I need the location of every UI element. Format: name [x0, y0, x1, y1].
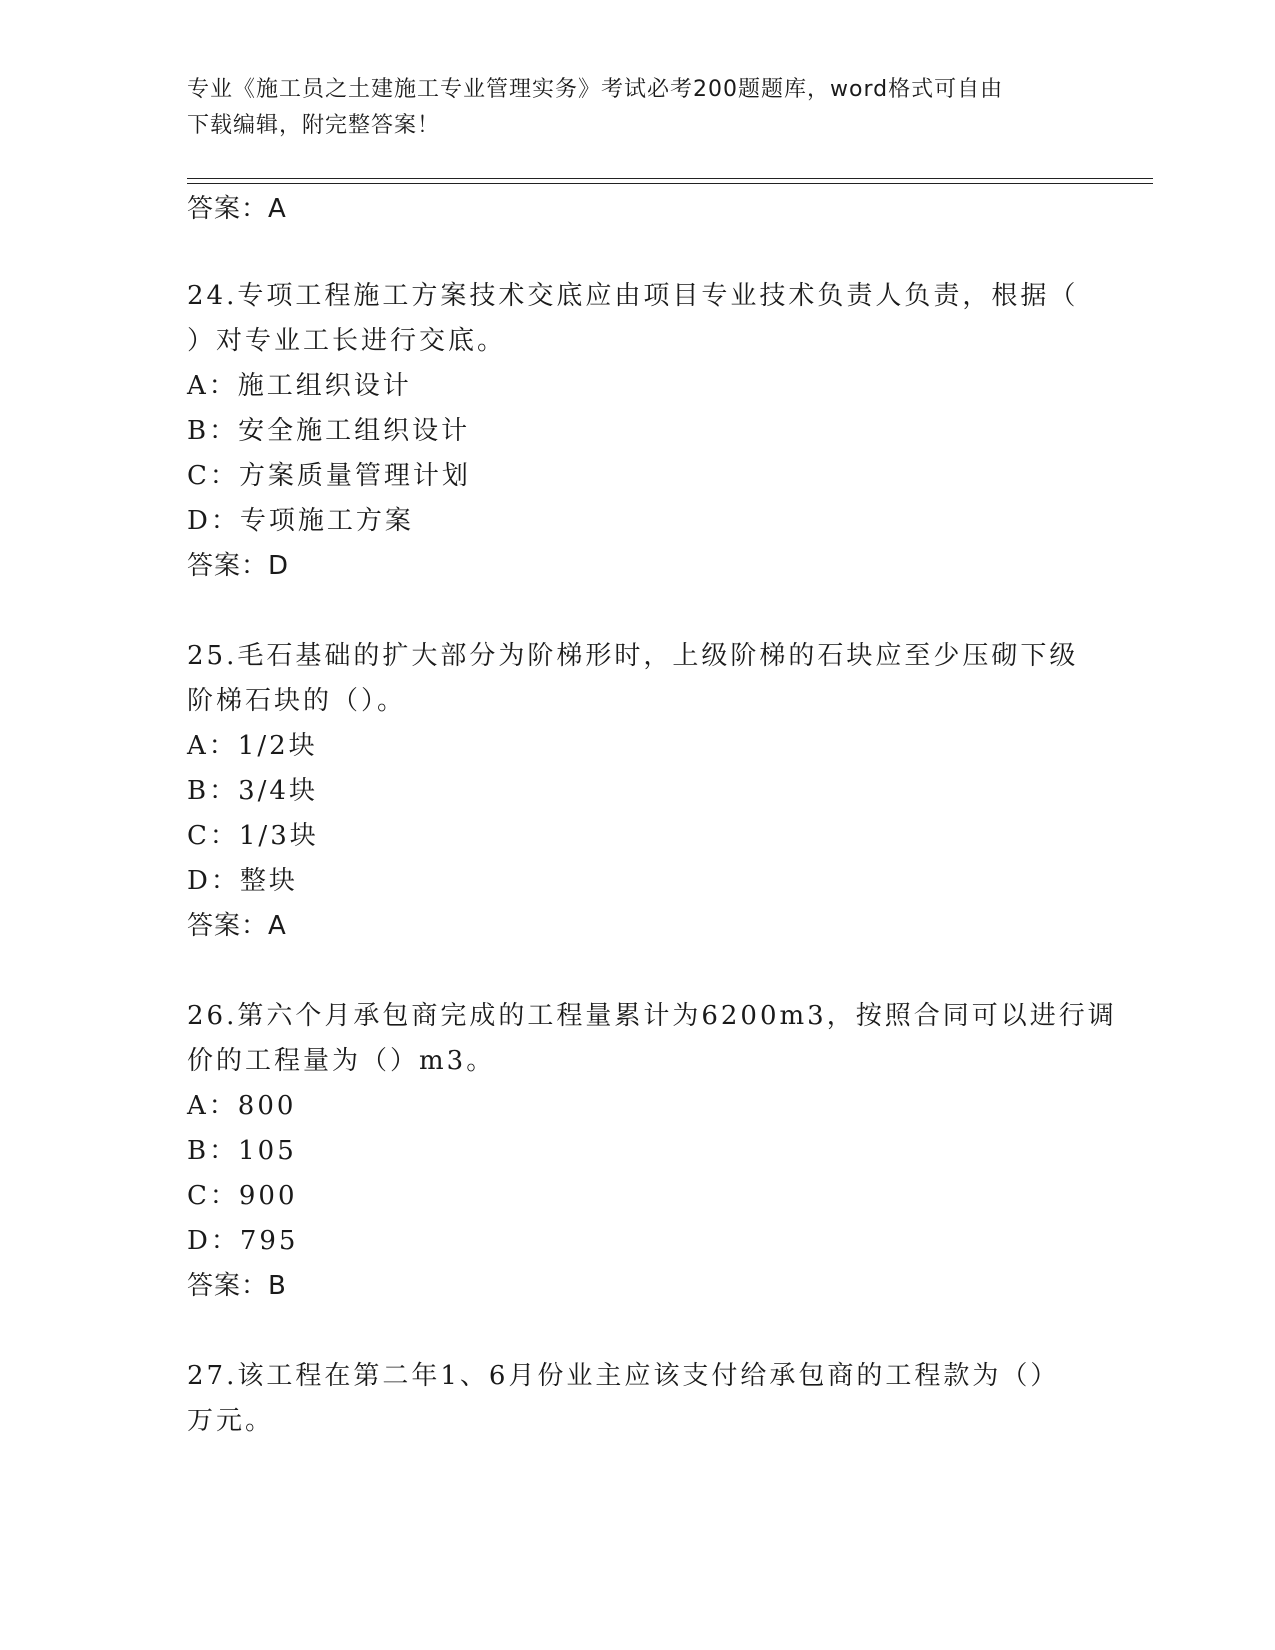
header-line-2: 下载编辑，附完整答案！ — [187, 113, 441, 138]
header-rule-top — [187, 178, 1153, 179]
question-stem-line-2: 价的工程量为（）m3。 — [187, 1046, 496, 1076]
question-stem-line-2: ）对专业工长进行交底。 — [187, 326, 507, 356]
option-b: B：安全施工组织设计 — [187, 416, 471, 446]
option-d: D：795 — [187, 1226, 299, 1256]
question-stem-line-1: 24.专项工程施工方案技术交底应由项目专业技术负责人负责，根据（ — [187, 281, 1079, 311]
question-stem-line-1: 26.第六个月承包商完成的工程量累计为6200m3，按照合同可以进行调 — [187, 1001, 1117, 1031]
question-stem-line-1: 27.该工程在第二年1、6月份业主应该支付给承包商的工程款为（） — [187, 1361, 1060, 1391]
option-a: A：800 — [187, 1091, 297, 1121]
question-stem-line-2: 阶梯石块的（）。 — [187, 686, 407, 716]
answer: 答案：A — [187, 911, 287, 941]
question-stem-line-2: 万元。 — [187, 1406, 275, 1436]
answer-previous: 答案：A — [187, 194, 287, 224]
option-b: B：105 — [187, 1136, 297, 1166]
option-b: B：3/4块 — [187, 776, 318, 806]
option-a: A：1/2块 — [187, 731, 318, 761]
option-d: D：整块 — [187, 866, 298, 896]
option-d: D：专项施工方案 — [187, 506, 414, 536]
option-c: C：900 — [187, 1181, 298, 1211]
question-stem-line-1: 25.毛石基础的扩大部分为阶梯形时，上级阶梯的石块应至少压砌下级 — [187, 641, 1079, 671]
answer: 答案：B — [187, 1271, 287, 1301]
page-header — [187, 72, 1067, 144]
answer: 答案：D — [187, 551, 290, 581]
header-rule-bottom — [187, 183, 1153, 184]
option-c: C：方案质量管理计划 — [187, 461, 471, 491]
option-a: A：施工组织设计 — [187, 371, 412, 401]
option-c: C：1/3块 — [187, 821, 319, 851]
header-line-1: 专业《施工员之土建施工专业管理实务》考试必考200题题库，word格式可自由 — [187, 77, 1004, 102]
